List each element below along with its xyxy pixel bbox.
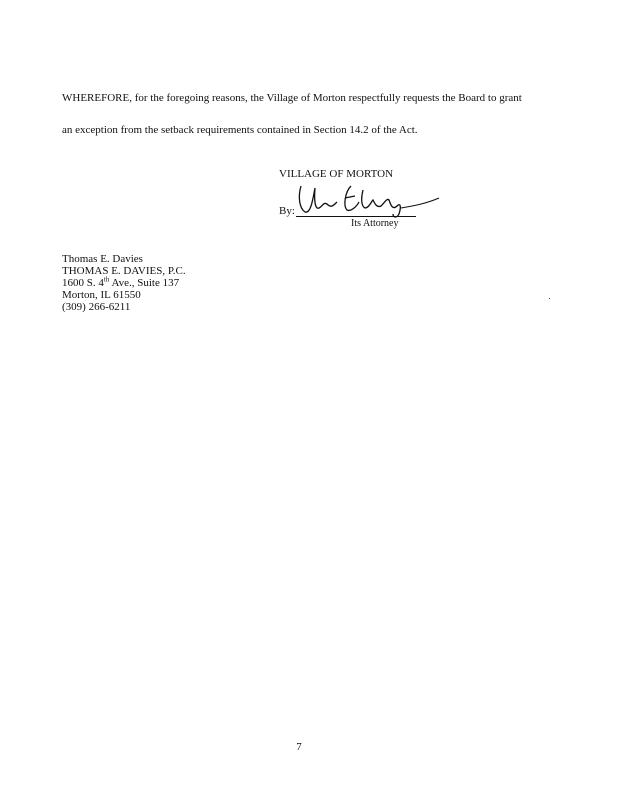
street-number: 1600 S. 4 xyxy=(62,277,104,289)
attorney-name: Thomas E. Davies xyxy=(62,253,143,265)
street-rest: Ave., Suite 137 xyxy=(109,277,180,289)
law-firm-name: THOMAS E. DAVIES, P.C. xyxy=(62,265,186,277)
body-paragraph-line-1: WHEREFORE, for the foregoing reasons, the Village of Morton respectfully requests the Board to grant xyxy=(62,92,522,104)
signing-entity: VILLAGE OF MORTON xyxy=(279,168,394,180)
attorney-address-block xyxy=(62,253,186,313)
by-label: By: xyxy=(279,205,295,217)
body-paragraph-line-2: an exception from the setback requirements contained in Section 14.2 of the Act. xyxy=(62,124,418,136)
city-state-zip: Morton, IL 61550 xyxy=(62,289,141,301)
phone-number: (309) 266-6211 xyxy=(62,301,131,313)
street-address xyxy=(62,277,186,289)
page-number: 7 xyxy=(296,741,302,753)
street-ordinal: th xyxy=(103,275,110,284)
scan-speck xyxy=(549,298,550,299)
signature-block xyxy=(279,168,479,238)
attorney-role: Its Attorney xyxy=(351,218,399,229)
